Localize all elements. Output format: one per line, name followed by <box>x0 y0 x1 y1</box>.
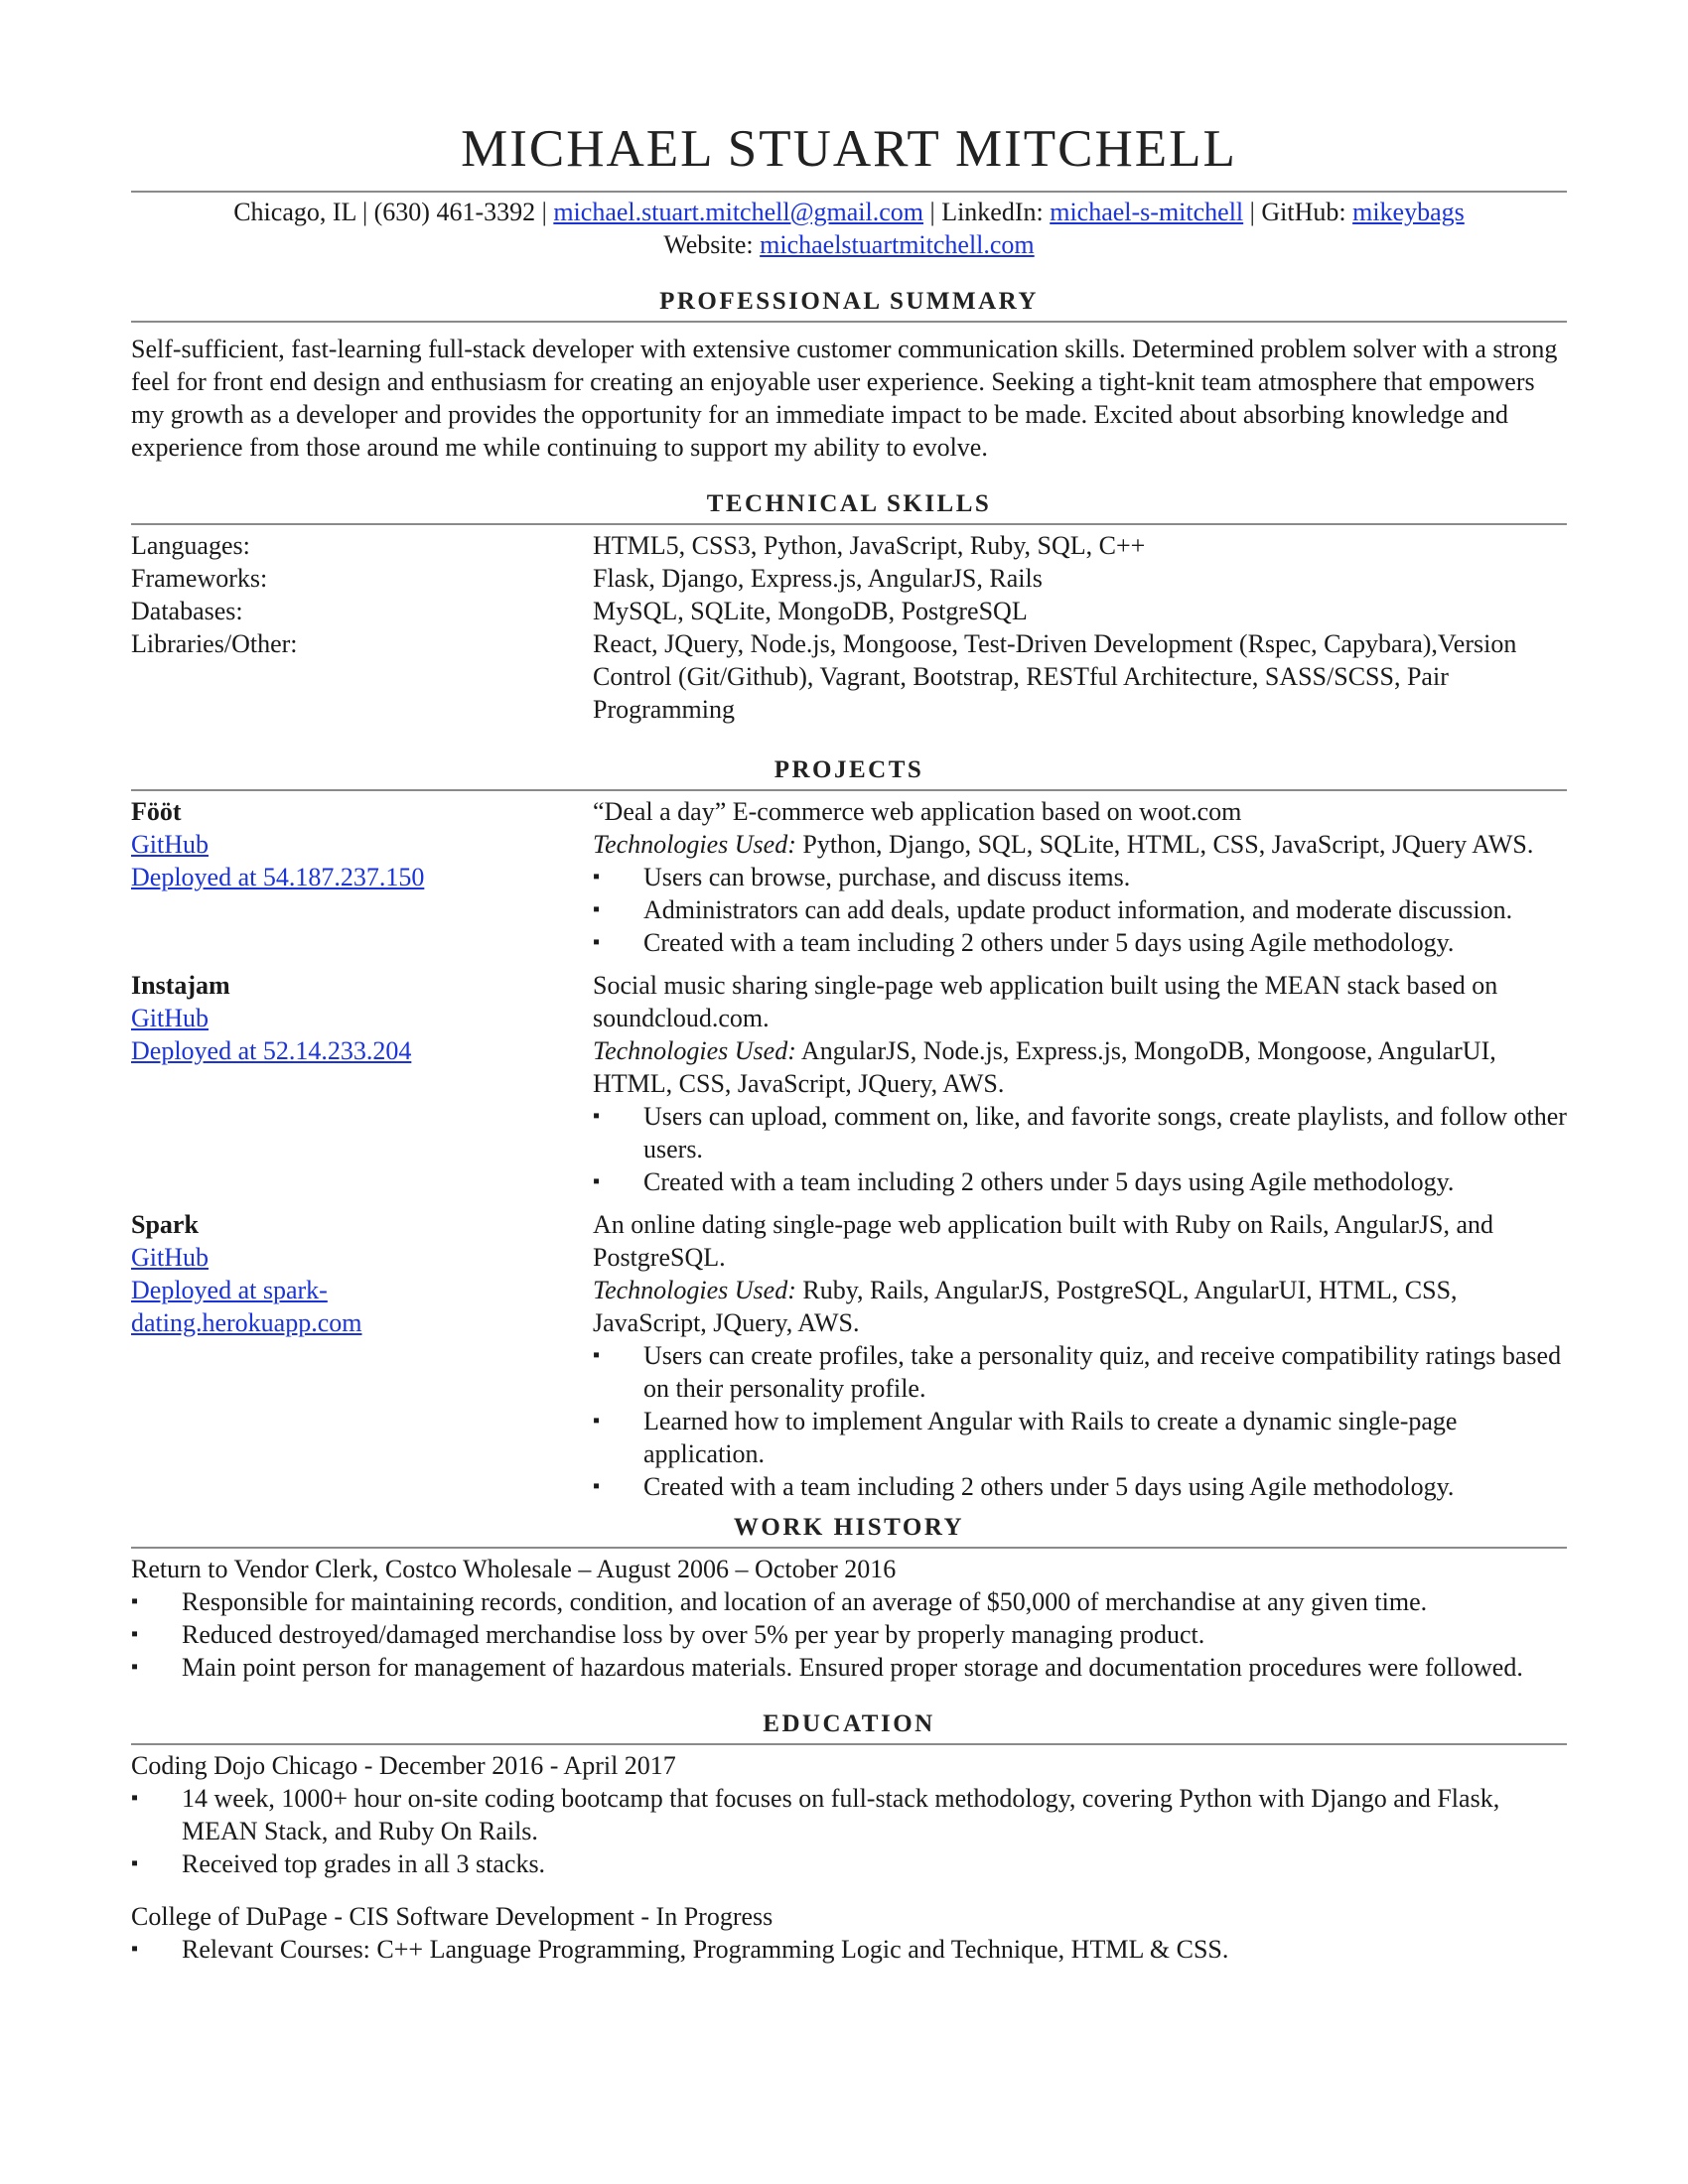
tech-label: Technologies Used: <box>593 1036 796 1065</box>
project-name: Spark <box>131 1210 199 1239</box>
job-title: Return to Vendor Clerk, Costco Wholesale – August 2006 – October 2016 <box>131 1555 897 1583</box>
divider <box>131 789 1567 791</box>
project-bullets <box>593 861 1567 959</box>
project-github-link[interactable]: GitHub <box>131 1004 209 1032</box>
list-item: ▪ Received top grades in all 3 stacks. <box>131 1847 1567 1880</box>
divider <box>131 321 1567 323</box>
tech-list: AngularJS, Node.js, Express.js, MongoDB, Mongoose, AngularUI, HTML, CSS, JavaScript, JQuery, AWS. <box>593 1036 1496 1098</box>
list-item: ▪ Main point person for management of hazardous materials. Ensured proper storage and documentation procedures were followed. <box>131 1651 1567 1684</box>
project-deployed-link[interactable]: Deployed at spark-dating.herokuapp.com <box>131 1276 362 1337</box>
list-item: ▪ Responsible for maintaining records, condition, and location of an average of $50,000 of merchandise at any given time. <box>131 1585 1567 1618</box>
project-description: Social music sharing single-page web application built using the MEAN stack based on soundcloud.com. <box>593 971 1498 1032</box>
project-meta <box>131 795 593 959</box>
project-technologies <box>593 828 1567 861</box>
list-item: ▪ Administrators can add deals, update product information, and moderate discussion. <box>593 893 1567 926</box>
skill-value: Flask, Django, Express.js, AngularJS, Rails <box>593 564 1043 593</box>
project-github-link[interactable]: GitHub <box>131 830 209 859</box>
divider <box>131 191 1567 193</box>
project-meta <box>131 1208 593 1503</box>
list-item: ▪ 14 week, 1000+ hour on-site coding bootcamp that focuses on full-stack methodology, covering Python with Django and Flask, MEAN Stack, and Ruby On Rails. <box>131 1782 1567 1847</box>
project-github-link[interactable]: GitHub <box>131 1243 209 1272</box>
project-description: An online dating single-page web application built with Ruby on Rails, AngularJS, and PostgreSQL. <box>593 1210 1493 1272</box>
project-details <box>593 1208 1567 1503</box>
skill-label: Frameworks: <box>131 564 268 593</box>
project-details <box>593 969 1567 1198</box>
divider <box>131 1743 1567 1745</box>
project-entry <box>131 795 1567 959</box>
projects-section <box>131 755 1567 1503</box>
list-item: ▪ Users can browse, purchase, and discuss items. <box>593 861 1567 893</box>
skill-row <box>131 562 1567 595</box>
project-technologies <box>593 1034 1567 1100</box>
school-bullets <box>131 1782 1567 1880</box>
section-title-skills: TECHNICAL SKILLS <box>706 490 992 517</box>
tech-label: Technologies Used: <box>593 1276 796 1304</box>
skills-list <box>131 529 1567 726</box>
skill-label: Libraries/Other: <box>131 629 298 658</box>
website-link[interactable]: michaelstuartmitchell.com <box>760 230 1035 259</box>
resume-page <box>131 119 1567 1966</box>
website-label: Website: <box>663 230 761 259</box>
list-item: ▪ Created with a team including 2 others under 5 days using Agile methodology. <box>593 1470 1567 1503</box>
job-bullets <box>131 1585 1567 1684</box>
project-bullets <box>593 1100 1567 1198</box>
section-title-projects: PROJECTS <box>774 756 924 783</box>
github-link[interactable]: mikeybags <box>1352 198 1465 226</box>
project-entry <box>131 969 1567 1198</box>
contact-separator: | LinkedIn: <box>923 198 1051 226</box>
skill-label: Languages: <box>131 531 250 560</box>
list-item: ▪ Reduced destroyed/damaged merchandise loss by over 5% per year by properly managing product. <box>131 1618 1567 1651</box>
project-deployed-link[interactable]: Deployed at 52.14.233.204 <box>131 1036 412 1065</box>
contact-info <box>131 196 1567 261</box>
tech-list: Ruby, Rails, AngularJS, PostgreSQL, AngularUI, HTML, CSS, JavaScript, JQuery, AWS. <box>593 1276 1458 1337</box>
tech-list: Python, Django, SQL, SQLite, HTML, CSS, JavaScript, JQuery AWS. <box>795 830 1534 859</box>
section-title-summary: PROFESSIONAL SUMMARY <box>659 288 1039 315</box>
school-bullets <box>131 1933 1567 1966</box>
skills-section <box>131 489 1567 726</box>
divider <box>131 1547 1567 1549</box>
project-meta <box>131 969 593 1198</box>
divider <box>131 523 1567 525</box>
skill-row <box>131 529 1567 562</box>
linkedin-link[interactable]: michael-s-mitchell <box>1050 198 1244 226</box>
school-heading: College of DuPage - CIS Software Development - In Progress <box>131 1902 774 1931</box>
project-deployed-link[interactable]: Deployed at 54.187.237.150 <box>131 863 425 891</box>
skill-row <box>131 627 1567 726</box>
project-entry <box>131 1208 1567 1503</box>
summary-section <box>131 287 1567 464</box>
summary-text: Self-sufficient, fast-learning full-stack developer with extensive customer communication skills. Determined problem solver with a strong feel for front end design and enthusiasm for creating an enjoyable user experience. Seeking a tight-knit team atmosphere that empowers my growth as a developer and provides the opportunity for an immediate impact to be made. Excited about absorbing knowledge and experience from those around me while continuing to support my ability to evolve. <box>131 335 1558 462</box>
list-item: ▪ Created with a team including 2 others under 5 days using Agile methodology. <box>593 926 1567 959</box>
skill-row <box>131 595 1567 627</box>
project-description: “Deal a day” E-commerce web application based on woot.com <box>593 797 1242 826</box>
list-item: ▪ Relevant Courses: C++ Language Programming, Programming Logic and Technique, HTML & CSS. <box>131 1933 1567 1966</box>
project-details <box>593 795 1567 959</box>
project-technologies <box>593 1274 1567 1339</box>
list-item: ▪ Learned how to implement Angular with Rails to create a dynamic single-page application. <box>593 1405 1567 1470</box>
section-title-work: WORK HISTORY <box>733 1514 965 1541</box>
location-phone: Chicago, IL | (630) 461-3392 | <box>233 198 554 226</box>
tech-label: Technologies Used: <box>593 830 796 859</box>
list-item: ▪ Created with a team including 2 others under 5 days using Agile methodology. <box>593 1165 1567 1198</box>
project-name: Fööt <box>131 797 182 826</box>
work-section <box>131 1513 1567 1684</box>
skill-value: MySQL, SQLite, MongoDB, PostgreSQL <box>593 597 1028 625</box>
list-item: ▪ Users can upload, comment on, like, and favorite songs, create playlists, and follow other users. <box>593 1100 1567 1165</box>
skill-label: Databases: <box>131 597 243 625</box>
list-item: ▪ Users can create profiles, take a personality quiz, and receive compatibility ratings based on their personality profile. <box>593 1339 1567 1405</box>
skill-value: React, JQuery, Node.js, Mongoose, Test-Driven Development (Rspec, Capybara),Version Control (Git/Github), Vagrant, Bootstrap, RESTful Architecture, SASS/SCSS, Pair Programming <box>593 629 1517 724</box>
contact-separator: | GitHub: <box>1243 198 1353 226</box>
skill-value: HTML5, CSS3, Python, JavaScript, Ruby, SQL, C++ <box>593 531 1146 560</box>
section-title-education: EDUCATION <box>763 1710 935 1737</box>
project-bullets <box>593 1339 1567 1503</box>
school-heading: Coding Dojo Chicago - December 2016 - April 2017 <box>131 1751 676 1780</box>
candidate-name: MICHAEL STUART MITCHELL <box>461 120 1237 178</box>
email-link[interactable]: michael.stuart.mitchell@gmail.com <box>553 198 923 226</box>
education-section <box>131 1709 1567 1966</box>
project-name: Instajam <box>131 971 230 1000</box>
